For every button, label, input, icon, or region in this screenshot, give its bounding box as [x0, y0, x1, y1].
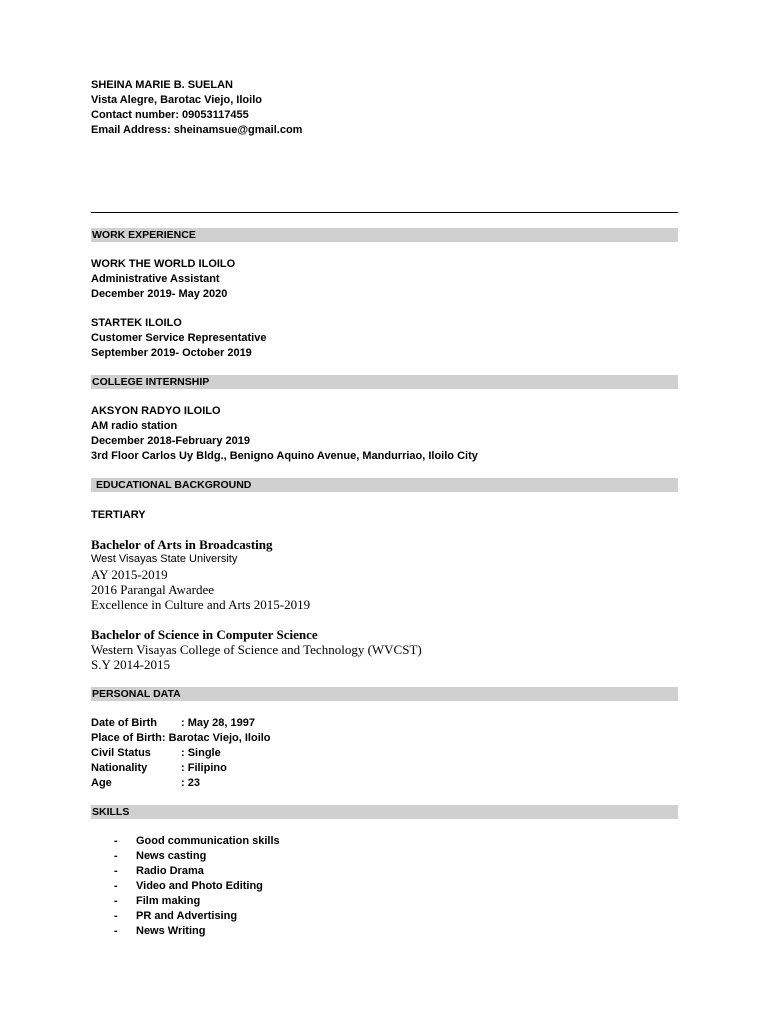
- degree-entry: [91, 627, 422, 672]
- internship-address: 3rd Floor Carlos Uy Bldg., Benigno Aquino Avenue, Mandurriao, Iloilo City: [91, 450, 478, 462]
- education-level: TERTIARY: [91, 509, 146, 521]
- job-entry: [91, 316, 266, 361]
- list-item: - Radio Drama: [114, 865, 204, 877]
- degree-award: Excellence in Culture and Arts 2015-2019: [91, 597, 311, 612]
- internship-company: AKSYON RADYO ILOILO: [91, 405, 221, 417]
- degree-award: 2016 Parangal Awardee: [91, 582, 214, 597]
- personal-row: Civil Status : Single: [91, 747, 221, 759]
- job-company: STARTEK ILOILO: [91, 317, 182, 329]
- job-dates: September 2019- October 2019: [91, 347, 252, 359]
- degree-year: S.Y 2014-2015: [91, 657, 170, 672]
- job-entry: [91, 257, 235, 302]
- degree-year: AY 2015-2019: [91, 567, 168, 582]
- job-role: Customer Service Representative: [91, 332, 267, 344]
- skills-list: [114, 834, 280, 939]
- section-header-personal: PERSONAL DATA: [91, 687, 678, 701]
- personal-row: Place of Birth: Barotac Viejo, Iloilo: [91, 732, 271, 744]
- contact-block: [91, 78, 302, 138]
- internship-entry: [91, 404, 478, 464]
- degree-school: West Visayas State University: [91, 553, 238, 565]
- job-company: WORK THE WORLD ILOILO: [91, 258, 236, 270]
- list-item: - PR and Advertising: [114, 910, 238, 922]
- job-role: Administrative Assistant: [91, 273, 220, 285]
- list-item: - News Writing: [114, 925, 206, 937]
- list-item: - News casting: [114, 850, 207, 862]
- divider-rule: [91, 212, 678, 213]
- list-item: - Good communication skills: [114, 835, 280, 847]
- degree-title: Bachelor of Arts in Broadcasting: [91, 537, 273, 552]
- personal-row: Date of Birth : May 28, 1997: [91, 717, 255, 729]
- section-header-work: WORK EXPERIENCE: [91, 228, 678, 242]
- address-line: Vista Alegre, Barotac Viejo, Iloilo: [91, 94, 262, 106]
- email-line: Email Address: sheinamsue@gmail.com: [91, 124, 303, 136]
- personal-data-table: [91, 716, 271, 791]
- section-header-skills: SKILLS: [91, 805, 678, 819]
- degree-title: Bachelor of Science in Computer Science: [91, 627, 318, 642]
- phone-line: Contact number: 09053117455: [91, 109, 249, 121]
- section-header-education: EDUCATIONAL BACKGROUND: [91, 478, 678, 492]
- list-item: - Film making: [114, 895, 201, 907]
- internship-type: AM radio station: [91, 420, 178, 432]
- degree-entry: [91, 537, 310, 612]
- job-dates: December 2019- May 2020: [91, 288, 228, 300]
- personal-row: Age : 23: [91, 777, 200, 789]
- applicant-name: SHEINA MARIE B. SUELAN: [91, 79, 233, 91]
- section-header-internship: COLLEGE INTERNSHIP: [91, 375, 678, 389]
- degree-school: Western Visayas College of Science and Technology (WVCST): [91, 642, 422, 657]
- internship-dates: December 2018-February 2019: [91, 435, 250, 447]
- personal-row: Nationality : Filipino: [91, 762, 227, 774]
- list-item: - Video and Photo Editing: [114, 880, 263, 892]
